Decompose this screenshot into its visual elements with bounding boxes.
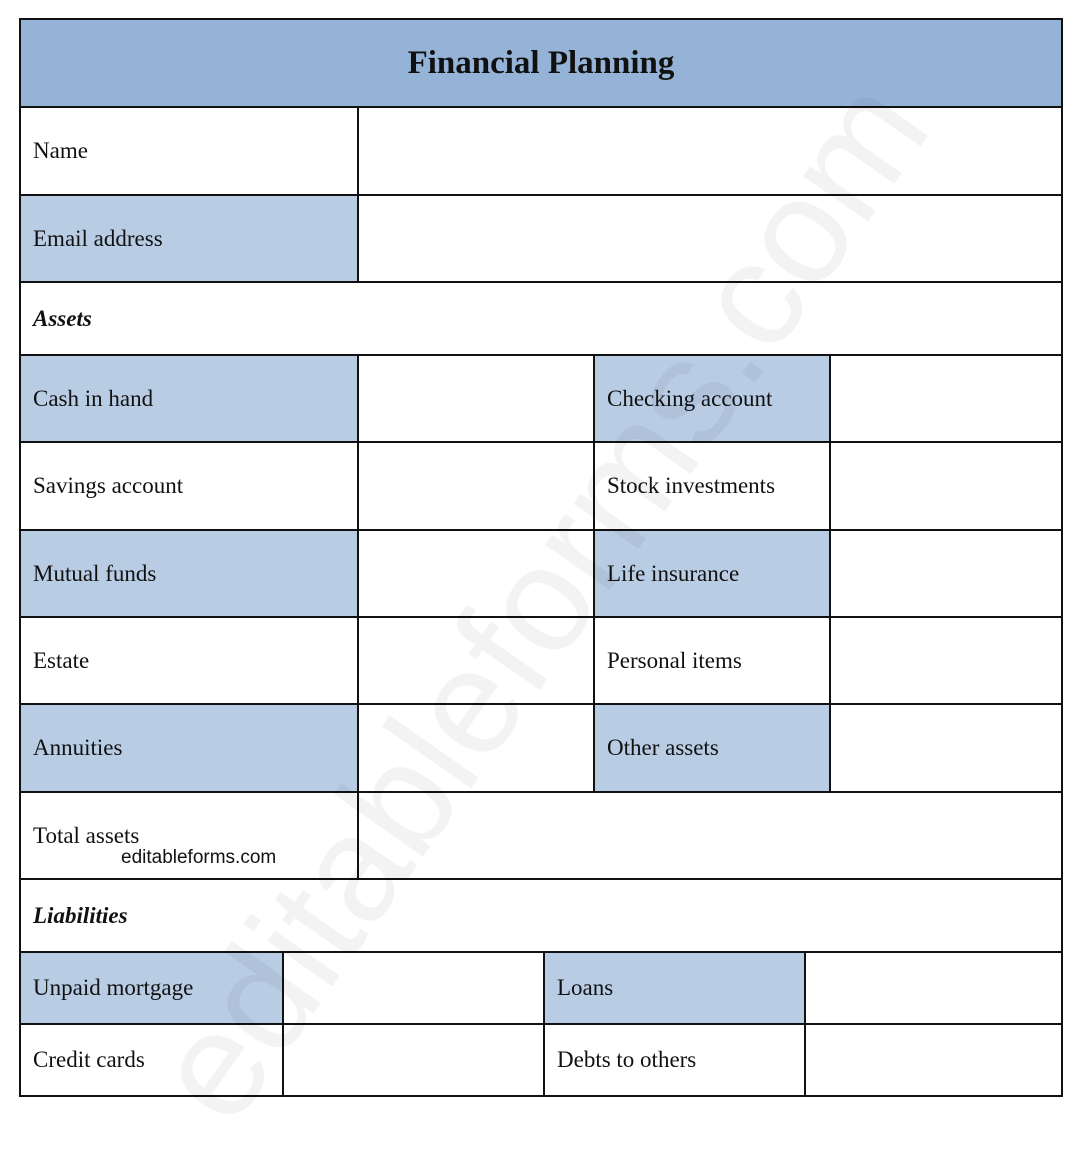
other-assets-label: Other assets	[593, 705, 829, 791]
assets-heading-row	[19, 283, 1063, 356]
liability-row	[19, 1025, 1063, 1097]
stock-investments-field[interactable]	[829, 443, 1061, 529]
cash-in-hand-field[interactable]	[357, 356, 593, 441]
credit-cards-field[interactable]	[282, 1025, 543, 1095]
savings-account-label: Savings account	[33, 473, 184, 498]
loans-field[interactable]	[804, 953, 1061, 1023]
form-title: Financial Planning	[21, 20, 1061, 106]
total-assets-label-cell	[21, 793, 357, 878]
debts-to-others-label: Debts to others	[543, 1025, 804, 1095]
stock-investments-label: Stock investments	[593, 443, 829, 529]
asset-row	[19, 531, 1063, 618]
email-field[interactable]	[357, 196, 1061, 281]
estate-label: Estate	[33, 647, 90, 673]
asset-row	[19, 356, 1063, 443]
personal-items-label: Personal items	[593, 618, 829, 703]
annuities-field[interactable]	[357, 705, 593, 791]
unpaid-mortgage-field[interactable]	[282, 953, 543, 1023]
title-row	[19, 18, 1063, 108]
other-assets-field[interactable]	[829, 705, 1061, 791]
loans-label: Loans	[543, 953, 804, 1023]
email-label: Email address	[21, 196, 357, 281]
debts-to-others-field[interactable]	[804, 1025, 1061, 1095]
life-insurance-label: Life insurance	[593, 531, 829, 616]
brand-text: editableforms.com	[121, 847, 277, 868]
total-assets-row	[19, 793, 1063, 880]
liability-row	[19, 953, 1063, 1025]
asset-row	[19, 618, 1063, 705]
asset-row	[19, 443, 1063, 531]
checking-account-field[interactable]	[829, 356, 1061, 441]
name-field[interactable]	[357, 108, 1061, 194]
savings-account-field[interactable]	[357, 443, 593, 529]
unpaid-mortgage-label: Unpaid mortgage	[21, 953, 282, 1023]
name-label: Name	[33, 138, 88, 163]
cash-in-hand-label: Cash in hand	[21, 356, 357, 441]
liabilities-heading: Liabilities	[33, 902, 128, 928]
checking-account-label: Checking account	[593, 356, 829, 441]
name-row	[19, 108, 1063, 196]
asset-row	[19, 705, 1063, 793]
mutual-funds-label: Mutual funds	[21, 531, 357, 616]
email-row	[19, 196, 1063, 283]
life-insurance-field[interactable]	[829, 531, 1061, 616]
mutual-funds-field[interactable]	[357, 531, 593, 616]
personal-items-field[interactable]	[829, 618, 1061, 703]
estate-field[interactable]	[357, 618, 593, 703]
annuities-label: Annuities	[21, 705, 357, 791]
credit-cards-label: Credit cards	[33, 1047, 145, 1072]
total-assets-field[interactable]	[357, 793, 1061, 878]
liabilities-heading-row	[19, 880, 1063, 953]
total-assets-label: Total assets	[33, 822, 140, 848]
assets-heading: Assets	[33, 305, 92, 331]
financial-planning-form	[19, 18, 1063, 1097]
